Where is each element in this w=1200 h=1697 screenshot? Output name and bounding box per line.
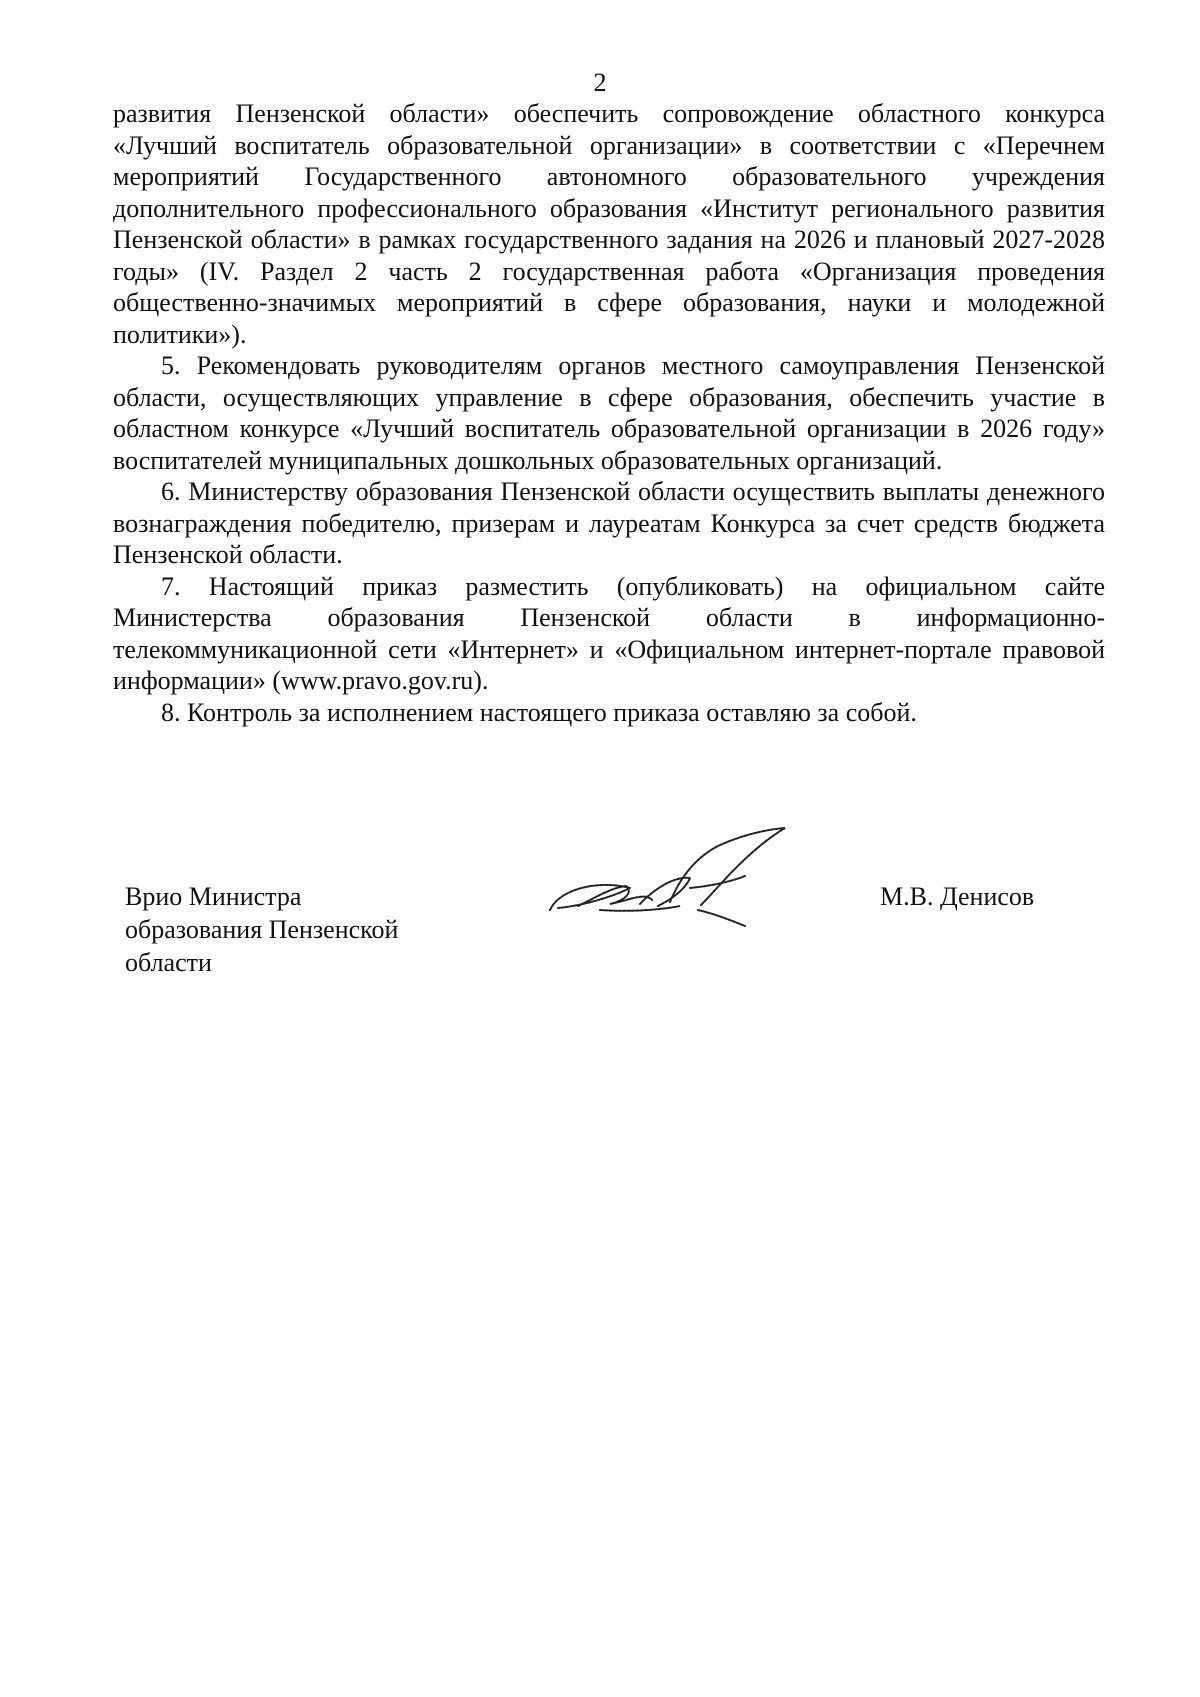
signatory-title-line: Врио Министра xyxy=(125,882,302,911)
paragraph-item-5: 5. Рекомендовать руководителям органов местного самоуправления Пензенской области, осуществляющих управление в сфере образования, обеспечить участие в областном конкурсе «Лучший воспитатель образовательной организации в 2026 году» воспитателей муниципальных дошкольных образовательных организаций. xyxy=(113,351,1105,475)
paragraph-item-7: 7. Настоящий приказ разместить (опубликовать) на официальном сайте Министерства образования Пензенской области в информационно-телекоммуникационной сети «Интернет» и «Официальном интернет-портале правовой информации» (www.pravo.gov.ru). xyxy=(113,571,1105,695)
signature-icon xyxy=(540,818,800,928)
signatory-title xyxy=(125,880,398,979)
paragraph-continuation: развития Пензенской области» обеспечить сопровождение областного конкурса «Лучший воспитатель образовательной организации» в соответствии с «Перечнем мероприятий Государственного автономного образовательного учреждения дополнительного профессионального образования «Институт регионального развития Пензенской области» в рамках государственного задания на 2026 и плановый 2027-2028 годы» (IV. Раздел 2 часть 2 государственная работа «Организация проведения общественно-значимых мероприятий в сфере образования, науки и молодежной политики»). xyxy=(113,99,1105,349)
signatory-title-line: области xyxy=(125,948,212,977)
signatory-title-line: образования Пензенской xyxy=(125,915,399,944)
paragraph-item-8: 8. Контроль за исполнением настоящего приказа оставляю за собой. xyxy=(161,697,917,727)
page-number: 2 xyxy=(593,68,607,97)
signatory-name: М.В. Денисов xyxy=(880,882,1035,911)
paragraph-item-6: 6. Министерству образования Пензенской области осуществить выплаты денежного вознаграждения победителю, призерам и лауреатам Конкурса за счет средств бюджета Пензенской области. xyxy=(113,477,1105,569)
